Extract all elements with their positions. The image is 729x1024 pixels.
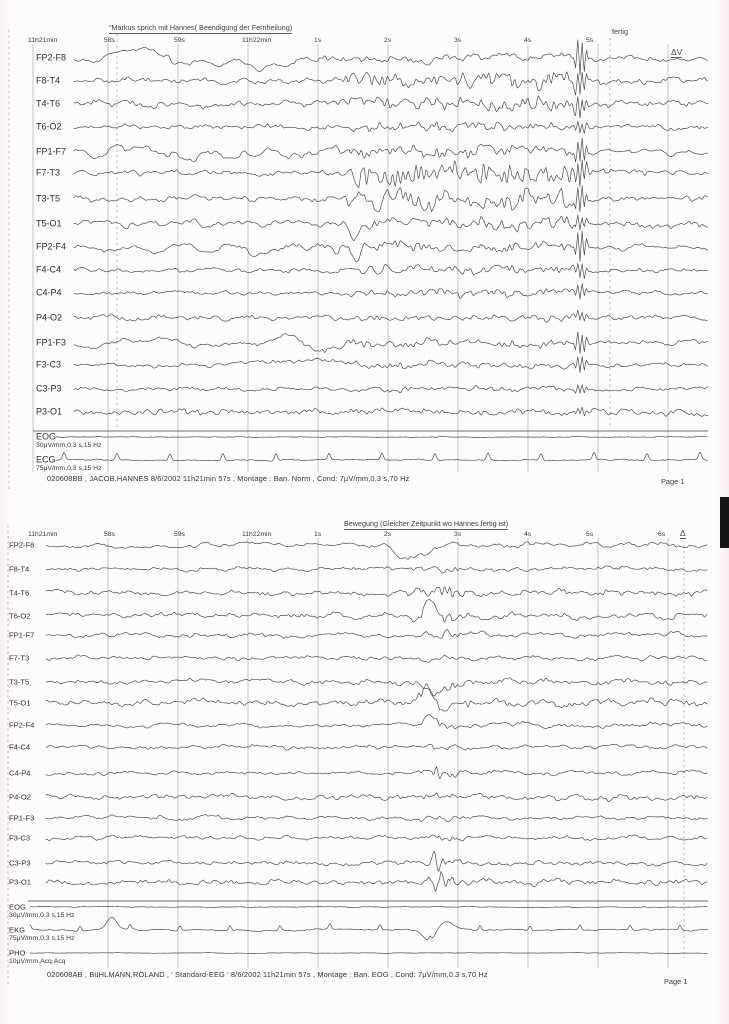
calibration-text-ECG: 75µV/mm,0.3 s,15 Hz bbox=[36, 465, 102, 472]
time-tick-label: 4s bbox=[524, 531, 532, 538]
eeg-trace-P3-O1 bbox=[46, 871, 707, 891]
recording-info-footer-2: 020608AB , BüHLMANN,ROLAND , ' Standard-EEG ' 8/6/2002 11h21min 57s , Montage : Ban. EOG , Cond: 7µV/mm,0.3 s,70 Hz bbox=[47, 970, 488, 979]
channel-label-C3-P3: C3-P3 bbox=[36, 383, 62, 394]
channel-label-P4-O2: P4-O2 bbox=[9, 792, 31, 802]
page-number-1: Page 1 bbox=[661, 477, 685, 486]
eeg-trace-T6-O2 bbox=[46, 600, 707, 623]
time-tick-label: 58s bbox=[104, 37, 115, 44]
eeg-trace-F4-C4 bbox=[46, 744, 707, 750]
calibration-text-PHO: 10µV/mm,Acq,Acq bbox=[9, 958, 66, 965]
eeg-trace-FP2-F4 bbox=[46, 715, 707, 729]
time-tick-label: 6s bbox=[658, 531, 666, 538]
channel-label-F4-C4: F4-C4 bbox=[36, 264, 62, 275]
annotation-bewegung: Bewegung (Gleicher Zeitpunkt wo Hannes fertig ist) bbox=[344, 519, 509, 528]
channel-label-EOG: EOG bbox=[36, 431, 57, 442]
eeg-trace-FP1-F7 bbox=[74, 138, 708, 162]
calibration-text-EKG: 75µV/mm,0.3 s,15 Hz bbox=[9, 935, 75, 942]
delta-marker-icon: ΔV bbox=[671, 47, 683, 57]
channel-label-T4-T6: T4-T6 bbox=[9, 588, 30, 598]
eeg-trace-ECG bbox=[56, 452, 707, 461]
time-tick-label: 3s bbox=[454, 531, 462, 538]
channel-label-T5-O1: T5-O1 bbox=[9, 698, 31, 708]
channel-label-T6-O2: T6-O2 bbox=[9, 611, 31, 621]
time-tick-label: 2s bbox=[384, 531, 392, 538]
channel-label-T3-T5: T3-T5 bbox=[36, 193, 61, 204]
time-tick-label: 11h21min bbox=[28, 37, 58, 44]
channel-label-C3-P3: C3-P3 bbox=[9, 858, 31, 868]
channel-label-T3-T5: T3-T5 bbox=[9, 677, 30, 687]
eeg-trace-FP2-F8 bbox=[74, 40, 708, 75]
scanner-artifact-mark bbox=[720, 497, 729, 548]
delta-marker-icon: Δ bbox=[680, 528, 686, 538]
eeg-trace-F8-T4 bbox=[74, 72, 708, 95]
time-tick-label: 4s bbox=[524, 37, 532, 44]
eeg-trace-FP1-F7 bbox=[46, 629, 707, 638]
eeg-trace-T4-T6 bbox=[46, 587, 707, 597]
channel-label-T5-O1: T5-O1 bbox=[36, 218, 62, 229]
time-tick-label: 59s bbox=[174, 531, 185, 538]
eeg-trace-P4-O2 bbox=[46, 793, 707, 801]
page-number-2: Page 1 bbox=[664, 977, 688, 986]
eeg-trace-PHO bbox=[30, 953, 708, 954]
eeg-trace-C3-P3 bbox=[74, 385, 708, 394]
recording-info-footer-1: 020608BB , JACOB,HANNES 8/6/2002 11h21min 57s , Montage : Ban. Norm , Cond: 7µV/mm,0.3 s,70 Hz bbox=[47, 474, 410, 483]
channel-label-F3-C3: F3-C3 bbox=[9, 833, 31, 843]
eeg-trace-P3-O1 bbox=[74, 407, 708, 416]
eeg-trace-F4-C4 bbox=[74, 263, 708, 279]
eeg-trace-P4-O2 bbox=[74, 310, 708, 322]
channel-label-T6-O2: T6-O2 bbox=[36, 121, 62, 132]
eeg-trace-F7-T3 bbox=[74, 160, 708, 187]
eeg-trace-T5-O1 bbox=[74, 215, 708, 240]
channel-label-P3-O1: P3-O1 bbox=[36, 406, 63, 417]
eeg-trace-T5-O1 bbox=[46, 688, 707, 711]
channel-label-P4-O2: P4-O2 bbox=[36, 312, 63, 323]
channel-label-FP1-F3: FP1-F3 bbox=[36, 337, 67, 348]
channel-label-F8-T4: F8-T4 bbox=[36, 75, 61, 86]
channel-label-FP2-F4: FP2-F4 bbox=[36, 241, 67, 252]
channel-label-PHO: PHO bbox=[9, 948, 26, 958]
channel-label-FP1-F3: FP1-F3 bbox=[9, 813, 35, 823]
eeg-trace-EKG bbox=[30, 917, 708, 940]
channel-label-T4-T6: T4-T6 bbox=[36, 98, 61, 109]
eeg-trace-C4-P4 bbox=[74, 284, 708, 300]
time-tick-label: 59s bbox=[174, 37, 185, 44]
channel-label-FP2-F4: FP2-F4 bbox=[9, 720, 35, 730]
eeg-trace-FP2-F8 bbox=[46, 542, 707, 560]
channel-label-EOG: EOG bbox=[9, 902, 26, 912]
channel-label-F7-T3: F7-T3 bbox=[36, 167, 61, 178]
time-tick-label: 58s bbox=[104, 531, 115, 538]
eeg-trace-T3-T5 bbox=[74, 186, 708, 212]
channel-label-P3-O1: P3-O1 bbox=[9, 877, 31, 887]
channel-label-F3-C3: F3-C3 bbox=[36, 359, 62, 370]
channel-label-FP2-F8: FP2-F8 bbox=[9, 540, 35, 550]
eeg-trace-FP1-F3 bbox=[46, 815, 707, 822]
eeg-trace-C3-P3 bbox=[46, 851, 707, 871]
channel-label-F4-C4: F4-C4 bbox=[9, 742, 31, 752]
channel-label-EKG: EKG bbox=[9, 925, 26, 935]
eeg-trace-FP2-F4 bbox=[74, 231, 708, 261]
eeg-page-2-group bbox=[8, 525, 708, 985]
channel-label-F7-T3: F7-T3 bbox=[9, 653, 30, 663]
annotation-fertig: fertig bbox=[612, 27, 628, 36]
eeg-trace-FP1-F3 bbox=[74, 332, 708, 354]
time-tick-label: 11h22min bbox=[242, 37, 272, 44]
channel-label-C4-P4: C4-P4 bbox=[9, 768, 31, 778]
eeg-trace-T4-T6 bbox=[74, 96, 708, 118]
time-tick-label: 11h22min bbox=[242, 531, 272, 538]
time-tick-label: 3s bbox=[454, 37, 462, 44]
eeg-trace-EOG bbox=[30, 906, 708, 907]
eeg-trace-T3-T5 bbox=[46, 678, 707, 696]
channel-label-FP1-F7: FP1-F7 bbox=[36, 146, 67, 157]
channel-label-ECG: ECG bbox=[36, 454, 56, 465]
time-tick-label: 5s bbox=[586, 531, 594, 538]
time-tick-label: 11h21min bbox=[28, 531, 58, 538]
eeg-trace-F3-C3 bbox=[46, 835, 707, 841]
channel-label-FP2-F8: FP2-F8 bbox=[36, 52, 67, 63]
eeg-trace-EOG bbox=[56, 437, 707, 438]
time-tick-label: 2s bbox=[384, 37, 392, 44]
time-tick-label: 1s bbox=[314, 37, 322, 44]
eeg-trace-T6-O2 bbox=[74, 122, 708, 134]
channel-label-F8-T4: F8-T4 bbox=[9, 564, 30, 574]
channel-label-FP1-F7: FP1-F7 bbox=[9, 630, 35, 640]
annotation-markus-sprich: "Markus sprich mit Hannes( Beendigung der Fernheilung) bbox=[109, 23, 293, 32]
eeg-page-1-group bbox=[9, 30, 708, 490]
calibration-text-EOG: 30µV/mm,0.3 s,15 Hz bbox=[36, 442, 102, 449]
calibration-text-EOG: 30µV/mm,0.3 s,15 Hz bbox=[9, 912, 75, 919]
time-tick-label: 5s bbox=[586, 37, 594, 44]
eeg-trace-F8-T4 bbox=[46, 566, 707, 573]
eeg-trace-F7-T3 bbox=[46, 655, 707, 663]
time-tick-label: 1s bbox=[314, 531, 322, 538]
channel-label-C4-P4: C4-P4 bbox=[36, 287, 62, 298]
eeg-trace-C4-P4 bbox=[46, 767, 707, 779]
eeg-trace-F3-C3 bbox=[74, 357, 708, 373]
